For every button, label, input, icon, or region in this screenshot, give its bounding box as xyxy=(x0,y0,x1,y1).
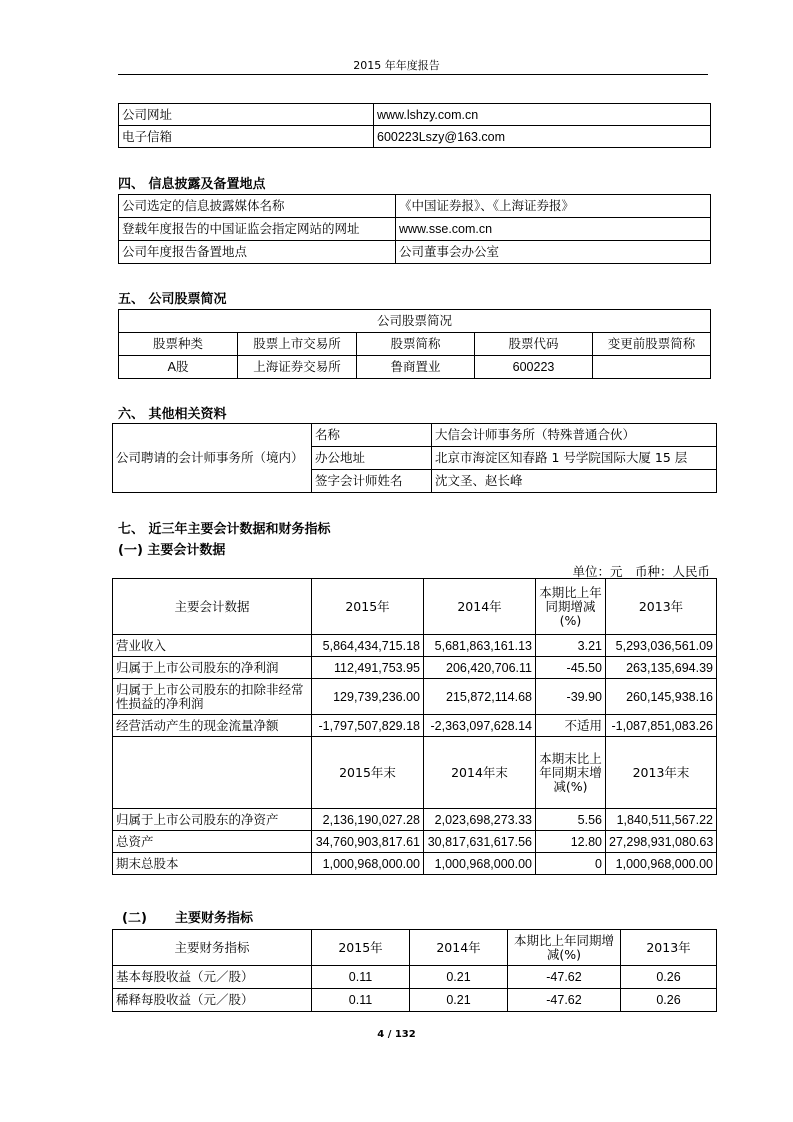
stock-header: 变更前股票简称 xyxy=(593,333,711,356)
indicator-label: 稀释每股收益（元／股） xyxy=(113,989,312,1012)
contact-email-label: 电子信箱 xyxy=(119,126,374,148)
metric-value: 5,864,434,715.18 xyxy=(312,635,424,657)
metric-change: 不适用 xyxy=(536,715,606,737)
table-row xyxy=(113,989,717,1012)
metric-change: -45.50 xyxy=(536,657,606,679)
financial-table xyxy=(112,929,717,1012)
metric-value: 1,840,511,567.22 xyxy=(606,809,717,831)
disclosure-label: 登载年度报告的中国证监会指定网站的网址 xyxy=(119,218,396,241)
indicator-change: -47.62 xyxy=(508,989,621,1012)
accounting-header: 2013年 xyxy=(606,579,717,635)
metric-label: 归属于上市公司股东的净资产 xyxy=(113,809,312,831)
accounting-table xyxy=(112,578,717,875)
table-row xyxy=(113,737,717,809)
metric-label: 期末总股本 xyxy=(113,853,312,875)
table-row xyxy=(113,424,717,447)
table-row xyxy=(113,715,717,737)
accounting-header: 本期比上年同期增减(%) xyxy=(536,579,606,635)
accounting-header: 2015年 xyxy=(312,579,424,635)
accounting-heading: 七、 近三年主要会计数据和财务指标 xyxy=(118,522,331,537)
auditor-label: 签字会计师姓名 xyxy=(312,470,432,493)
auditor-value: 沈文圣、赵长峰 xyxy=(432,470,717,493)
accounting-header: 2014年末 xyxy=(424,737,536,809)
table-row xyxy=(113,853,717,875)
auditor-value: 北京市海淀区知春路 1 号学院国际大厦 15 层 xyxy=(432,447,717,470)
table-row xyxy=(119,310,711,333)
financial-header: 2014年 xyxy=(410,930,508,966)
table-row xyxy=(113,809,717,831)
accounting-header: 2014年 xyxy=(424,579,536,635)
metric-value: 30,817,631,617.56 xyxy=(424,831,536,853)
stock-cell: A股 xyxy=(119,356,238,379)
metric-value: -1,087,851,083.26 xyxy=(606,715,717,737)
accounting-header: 2013年末 xyxy=(606,737,717,809)
disclosure-label: 公司年度报告备置地点 xyxy=(119,241,396,264)
metric-label: 总资产 xyxy=(113,831,312,853)
metric-value: 2,023,698,273.33 xyxy=(424,809,536,831)
metric-value: 215,872,114.68 xyxy=(424,679,536,715)
metric-label: 归属于上市公司股东的扣除非经常性损益的净利润 xyxy=(113,679,312,715)
indicator-value: 0.21 xyxy=(410,989,508,1012)
financial-header: 2013年 xyxy=(621,930,717,966)
metric-change: 12.80 xyxy=(536,831,606,853)
auditor-group-label: 公司聘请的会计师事务所（境内） xyxy=(113,424,312,493)
auditor-label: 名称 xyxy=(312,424,432,447)
metric-value: 5,681,863,161.13 xyxy=(424,635,536,657)
stock-caption: 公司股票简况 xyxy=(119,310,711,333)
table-row xyxy=(113,679,717,715)
stock-cell: 鲁商置业 xyxy=(357,356,475,379)
contact-table xyxy=(118,103,711,148)
page-number: 4 / 132 xyxy=(377,1029,416,1040)
table-row xyxy=(113,635,717,657)
stock-table xyxy=(118,309,711,379)
metric-label: 经营活动产生的现金流量净额 xyxy=(113,715,312,737)
contact-website-label: 公司网址 xyxy=(119,104,374,126)
accounting-header: 2015年末 xyxy=(312,737,424,809)
metric-value: 260,145,938.16 xyxy=(606,679,717,715)
financial-header: 本期比上年同期增减(%) xyxy=(508,930,621,966)
stock-cell: 上海证券交易所 xyxy=(238,356,357,379)
indicator-value: 0.26 xyxy=(621,989,717,1012)
metric-value: 1,000,968,000.00 xyxy=(606,853,717,875)
indicator-change: -47.62 xyxy=(508,966,621,989)
accounting-header xyxy=(113,737,312,809)
indicator-value: 0.11 xyxy=(312,989,410,1012)
disclosure-label: 公司选定的信息披露媒体名称 xyxy=(119,195,396,218)
stock-header: 股票简称 xyxy=(357,333,475,356)
financial-header: 主要财务指标 xyxy=(113,930,312,966)
financial-heading-number: (二) xyxy=(122,911,147,926)
metric-value: 34,760,903,817.61 xyxy=(312,831,424,853)
table-row xyxy=(119,195,711,218)
metric-change: 0 xyxy=(536,853,606,875)
table-row xyxy=(113,657,717,679)
metric-value: 1,000,968,000.00 xyxy=(312,853,424,875)
metric-change: -39.90 xyxy=(536,679,606,715)
metric-label: 归属于上市公司股东的净利润 xyxy=(113,657,312,679)
disclosure-value: www.sse.com.cn xyxy=(396,218,711,241)
metric-value: -1,797,507,829.18 xyxy=(312,715,424,737)
contact-email-value: 600223Lszy@163.com xyxy=(374,126,711,148)
disclosure-value: 公司董事会办公室 xyxy=(396,241,711,264)
indicator-label: 基本每股收益（元／股） xyxy=(113,966,312,989)
stock-header: 股票上市交易所 xyxy=(238,333,357,356)
table-row xyxy=(113,579,717,635)
unit-note: 单位：元 币种：人民币 xyxy=(572,564,710,579)
auditor-value: 大信会计师事务所（特殊普通合伙） xyxy=(432,424,717,447)
table-row xyxy=(119,241,711,264)
table-row xyxy=(119,333,711,356)
contact-website-value: www.lshzy.com.cn xyxy=(374,104,711,126)
stock-cell xyxy=(593,356,711,379)
stock-heading: 五、 公司股票简况 xyxy=(118,292,227,307)
auditor-table xyxy=(112,423,717,493)
financial-header: 2015年 xyxy=(312,930,410,966)
table-row xyxy=(113,831,717,853)
indicator-value: 0.26 xyxy=(621,966,717,989)
metric-value: 206,420,706.11 xyxy=(424,657,536,679)
indicator-value: 0.21 xyxy=(410,966,508,989)
metric-value: -2,363,097,628.14 xyxy=(424,715,536,737)
disclosure-heading: 四、 信息披露及备置地点 xyxy=(118,177,266,192)
indicator-value: 0.11 xyxy=(312,966,410,989)
accounting-subheading: (一) 主要会计数据 xyxy=(118,543,226,558)
metric-change: 5.56 xyxy=(536,809,606,831)
stock-cell: 600223 xyxy=(475,356,593,379)
table-row xyxy=(113,930,717,966)
accounting-header: 主要会计数据 xyxy=(113,579,312,635)
accounting-header: 本期末比上年同期末增减(%) xyxy=(536,737,606,809)
disclosure-table xyxy=(118,194,711,264)
metric-value: 5,293,036,561.09 xyxy=(606,635,717,657)
metric-value: 1,000,968,000.00 xyxy=(424,853,536,875)
header-rule xyxy=(118,74,708,75)
metric-value: 112,491,753.95 xyxy=(312,657,424,679)
table-row xyxy=(119,356,711,379)
other-heading: 六、 其他相关资料 xyxy=(118,407,227,422)
metric-change: 3.21 xyxy=(536,635,606,657)
metric-label: 营业收入 xyxy=(113,635,312,657)
stock-header: 股票种类 xyxy=(119,333,238,356)
table-row xyxy=(119,218,711,241)
table-row xyxy=(113,966,717,989)
metric-value: 27,298,931,080.63 xyxy=(606,831,717,853)
report-header: 2015 年年度报告 xyxy=(353,59,440,72)
metric-value: 2,136,190,027.28 xyxy=(312,809,424,831)
table-row xyxy=(119,104,711,126)
stock-header: 股票代码 xyxy=(475,333,593,356)
disclosure-value: 《中国证券报》、《上海证券报》 xyxy=(396,195,711,218)
metric-value: 263,135,694.39 xyxy=(606,657,717,679)
auditor-label: 办公地址 xyxy=(312,447,432,470)
metric-value: 129,739,236.00 xyxy=(312,679,424,715)
financial-heading: 主要财务指标 xyxy=(175,911,254,926)
table-row xyxy=(119,126,711,148)
